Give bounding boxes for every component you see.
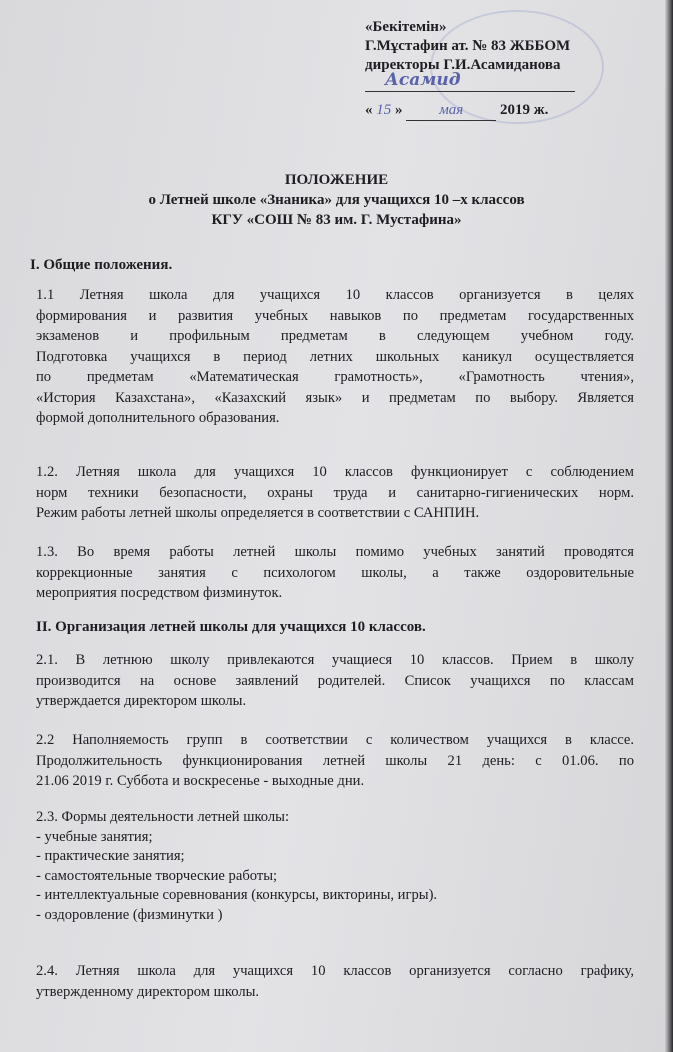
text-line: Продолжительность функционирования летней школы 21 день: с 01.06. по bbox=[36, 752, 634, 769]
list-item: - практические занятия; bbox=[36, 848, 185, 864]
section-heading: II. Организация летней школы для учащихся 10 классов. bbox=[36, 619, 426, 635]
paragraph-2-3 bbox=[36, 808, 634, 925]
document-subtitle: о Летней школе «Знаника» для учащихся 10 –х классов bbox=[148, 192, 525, 208]
text-line: экзаменов и профильным предметам в следующем учебном году. bbox=[36, 328, 634, 344]
paragraph-2-4 bbox=[36, 961, 634, 1002]
date-year: 2019 ж. bbox=[500, 102, 549, 118]
approval-line: директоры Г.И.Асамиданова bbox=[365, 57, 561, 73]
text-line: формирования и развития учебных навыков по предметам государственных bbox=[36, 307, 634, 324]
text-line: 1.1 Летняя школа для учащихся 10 классов организуется в целях bbox=[36, 287, 634, 303]
approval-line: «Бекітемін» bbox=[365, 19, 447, 35]
paragraph-2-1 bbox=[36, 650, 634, 712]
signature: Асамид bbox=[385, 70, 461, 90]
paragraph-1-3 bbox=[36, 542, 634, 604]
text-line: коррекционные занятия с психологом школы, а также оздоровительные bbox=[36, 564, 634, 581]
text-line: Режим работы летней школы определяется в соответствии с САНПИН. bbox=[36, 505, 480, 521]
text-line: утверждается директором школы. bbox=[36, 693, 247, 709]
text-line: Подготовка учащихся в период летних школьных каникул осуществляется bbox=[36, 348, 634, 365]
date-month: мая bbox=[406, 101, 496, 121]
text-line: 2.1. В летнюю школу привлекаются учащиеся 10 классов. Прием в школу bbox=[36, 652, 634, 668]
date-day: 15 bbox=[376, 102, 392, 118]
text-line: мероприятия посредством физминуток. bbox=[36, 585, 283, 601]
text-line: 1.2. Летняя школа для учащихся 10 классов функционирует с соблюдением bbox=[36, 464, 634, 480]
text-line: «История Казахстана», «Казахский язык» и предметам по выбору. Является bbox=[36, 389, 634, 406]
document-title: ПОЛОЖЕНИЕ bbox=[284, 172, 389, 188]
text-line: утвержденному директором школы. bbox=[36, 983, 260, 1000]
paragraph-1-2 bbox=[36, 462, 634, 524]
text-line: 2.3. Формы деятельности летней школы: bbox=[36, 809, 290, 825]
text-line: 2.4. Летняя школа для учащихся 10 классов организуется согласно графику, bbox=[36, 963, 634, 979]
text-line: норм техники безопасности, охраны труда и санитарно-гигиенических норм. bbox=[36, 484, 634, 501]
paragraph-1-1 bbox=[36, 285, 634, 429]
list-item: - интеллектуальные соревнования (конкурсы, викторины, игры). bbox=[36, 887, 438, 903]
text-line: 21.06 2019 г. Суббота и воскресенье - выходные дни. bbox=[36, 773, 365, 789]
approval-block: «Бекітемін» Г.Мұстафин ат. № 83 ЖББОМ директоры Г.И.Асамиданова Асамид « 15 » мая 2019 ж. bbox=[365, 18, 575, 121]
signature-line bbox=[365, 70, 575, 92]
list-item: - учебные занятия; bbox=[36, 828, 153, 845]
paragraph-2-2 bbox=[36, 730, 634, 792]
text-line: формой дополнительного образования. bbox=[36, 410, 280, 426]
text-line: производится на основе заявлений родителей. Список учащихся по классам bbox=[36, 672, 634, 689]
text-line: 2.2 Наполняемость групп в соответствии с количеством учащихся в классе. bbox=[36, 732, 634, 748]
text-line: по предметам «Математическая грамотность», «Грамотность чтения», bbox=[36, 369, 634, 385]
school-name: КГУ «СОШ № 83 им. Г. Мустафина» bbox=[211, 212, 462, 228]
list-item: - оздоровление (физминутки ) bbox=[36, 906, 223, 923]
text-line: 1.3. Во время работы летней школы помимо учебных занятий проводятся bbox=[36, 544, 634, 560]
approval-line: Г.Мұстафин ат. № 83 ЖББОМ bbox=[365, 38, 571, 54]
list-item: - самостоятельные творческие работы; bbox=[36, 867, 278, 884]
page-edge-shadow bbox=[665, 0, 673, 1052]
section-heading: I. Общие положения. bbox=[30, 257, 173, 273]
